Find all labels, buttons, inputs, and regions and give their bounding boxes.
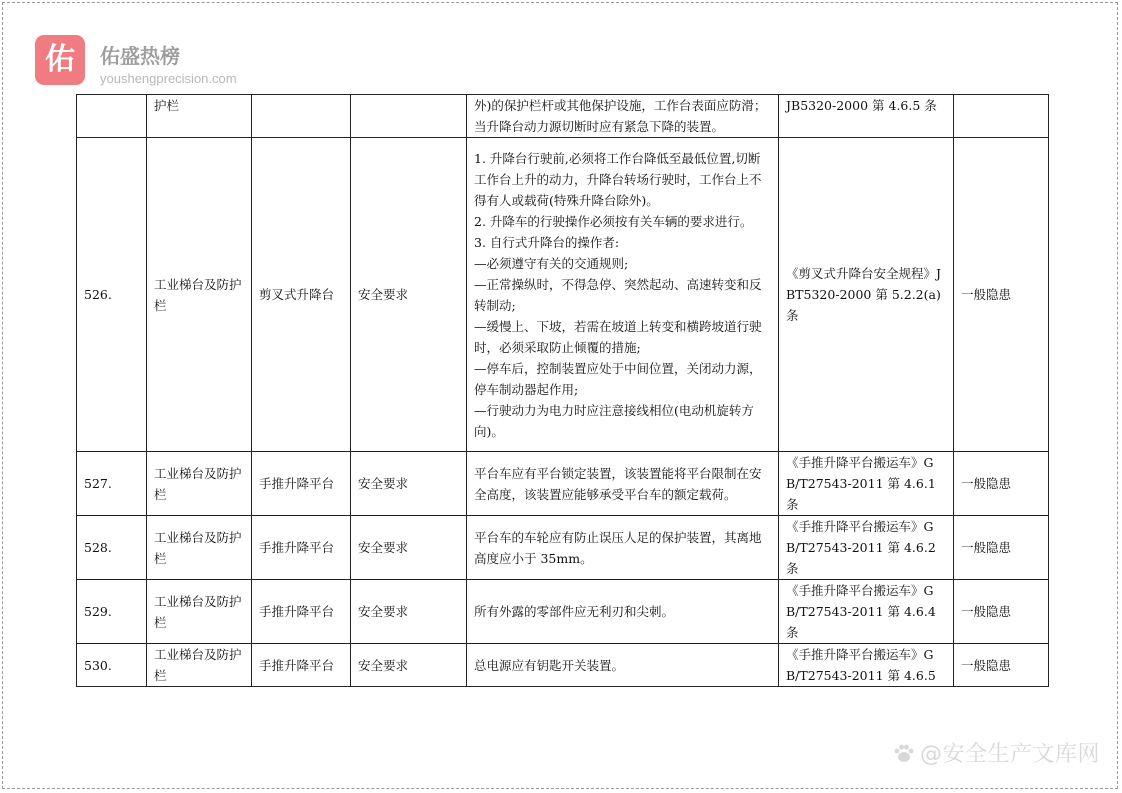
cell-type: 安全要求 <box>351 452 467 516</box>
content-line: 平台车的车轮应有防止误压人足的保护装置，其离地高度应小于 35mm。 <box>474 529 762 566</box>
cell-content <box>467 452 779 516</box>
cell-standard: 《手推升降平台搬运车》GB/T27543-2011 第 4.6.4 条 <box>779 580 954 644</box>
content-line: —行驶动力为电力时应注意接线相位(电动机旋转方向)。 <box>474 402 754 439</box>
cell-type: 安全要求 <box>351 644 467 687</box>
cell-type: 安全要求 <box>351 580 467 644</box>
cell-category: 工业梯台及防护栏 <box>147 580 252 644</box>
cell-category: 工业梯台及防护栏 <box>147 452 252 516</box>
cell-num: 527. <box>77 452 147 516</box>
cell-type <box>351 95 467 138</box>
content-line: —停车后，控制装置应处于中间位置，关闭动力源，停车制动器起作用; <box>474 360 762 397</box>
cell-level <box>954 95 1049 138</box>
content-line: 总电源应有钥匙开关装置。 <box>474 657 625 673</box>
content-line: —正常操纵时，不得急停、突然起动、高速转变和反转制动; <box>474 276 762 313</box>
table-row <box>77 138 1049 452</box>
cell-num <box>77 95 147 138</box>
cell-category: 工业梯台及防护栏 <box>147 516 252 580</box>
cell-type: 安全要求 <box>351 516 467 580</box>
brand-logo: 佑 <box>35 35 85 85</box>
cell-item: 手推升降平台 <box>252 452 351 516</box>
cell-level: 一般隐患 <box>954 644 1049 687</box>
cell-category: 护栏 <box>147 95 252 138</box>
table-row <box>77 644 1049 687</box>
content-line: 1. 升降台行驶前,必须将工作台降低至最低位置,切断工作台上升的动力，升降台转场行驶时，工作台上不得有人或载荷(特殊升降台除外)。 <box>474 150 762 208</box>
cell-level: 一般隐患 <box>954 452 1049 516</box>
table-row <box>77 516 1049 580</box>
cell-num: 530. <box>77 644 147 687</box>
brand-name: 佑盛热榜 <box>100 44 180 68</box>
cell-item <box>252 95 351 138</box>
brand-url: youshengprecision.com <box>100 71 237 86</box>
cell-item: 剪叉式升降台 <box>252 138 351 452</box>
watermark-text: @安全生产文库网 <box>919 742 1100 767</box>
cell-standard: 《手推升降平台搬运车》GB/T27543-2011 第 4.6.5 <box>779 644 954 687</box>
cell-level: 一般隐患 <box>954 138 1049 452</box>
cell-content: 外)的保护栏杆或其他保护设施，工作台表面应防滑；当升降台动力源切断时应有紧急下降的装置。 <box>467 95 779 138</box>
cell-num: 529. <box>77 580 147 644</box>
cell-content <box>467 516 779 580</box>
cell-content <box>467 644 779 687</box>
cell-category: 工业梯台及防护栏 <box>147 138 252 452</box>
content-line: 所有外露的零部件应无利刃和尖刺。 <box>474 604 675 619</box>
cell-item: 手推升降平台 <box>252 516 351 580</box>
cell-standard: 《手推升降平台搬运车》GB/T27543-2011 第 4.6.1 条 <box>779 452 954 516</box>
cell-category: 工业梯台及防护栏 <box>147 644 252 687</box>
regulations-table <box>76 94 1049 687</box>
cell-content <box>467 580 779 644</box>
content-line: 2. 升降车的行驶操作必须按有关车辆的要求进行。 <box>474 213 753 229</box>
table-row <box>77 452 1049 516</box>
cell-standard: 《手推升降平台搬运车》GB/T27543-2011 第 4.6.2 条 <box>779 516 954 580</box>
watermark <box>892 737 1100 768</box>
cell-level: 一般隐患 <box>954 580 1049 644</box>
table-row <box>77 580 1049 644</box>
content-line: 3. 自行式升降台的操作者: <box>474 234 620 250</box>
cell-num: 528. <box>77 516 147 580</box>
content-line: 平台车应有平台锁定装置，该装置能将平台限制在安全高度，该装置应能够承受平台车的额定载荷。 <box>474 465 762 502</box>
cell-level: 一般隐患 <box>954 516 1049 580</box>
cell-item: 手推升降平台 <box>252 644 351 687</box>
table-row-continued <box>77 95 1049 138</box>
content-line: —缓慢上、下坡，若需在坡道上转变和横跨坡道行驶时，必须采取防止倾覆的措施; <box>474 318 762 355</box>
cell-item: 手推升降平台 <box>252 580 351 644</box>
cell-standard: JB5320-2000 第 4.6.5 条 <box>779 95 954 138</box>
content-line: —必须遵守有关的交通规则; <box>474 255 629 271</box>
cell-content <box>467 138 779 452</box>
cell-num: 526. <box>77 138 147 452</box>
paw-icon <box>892 742 916 764</box>
cell-standard: 《剪叉式升降台安全规程》JBT5320-2000 第 5.2.2(a)条 <box>779 138 954 452</box>
cell-type: 安全要求 <box>351 138 467 452</box>
